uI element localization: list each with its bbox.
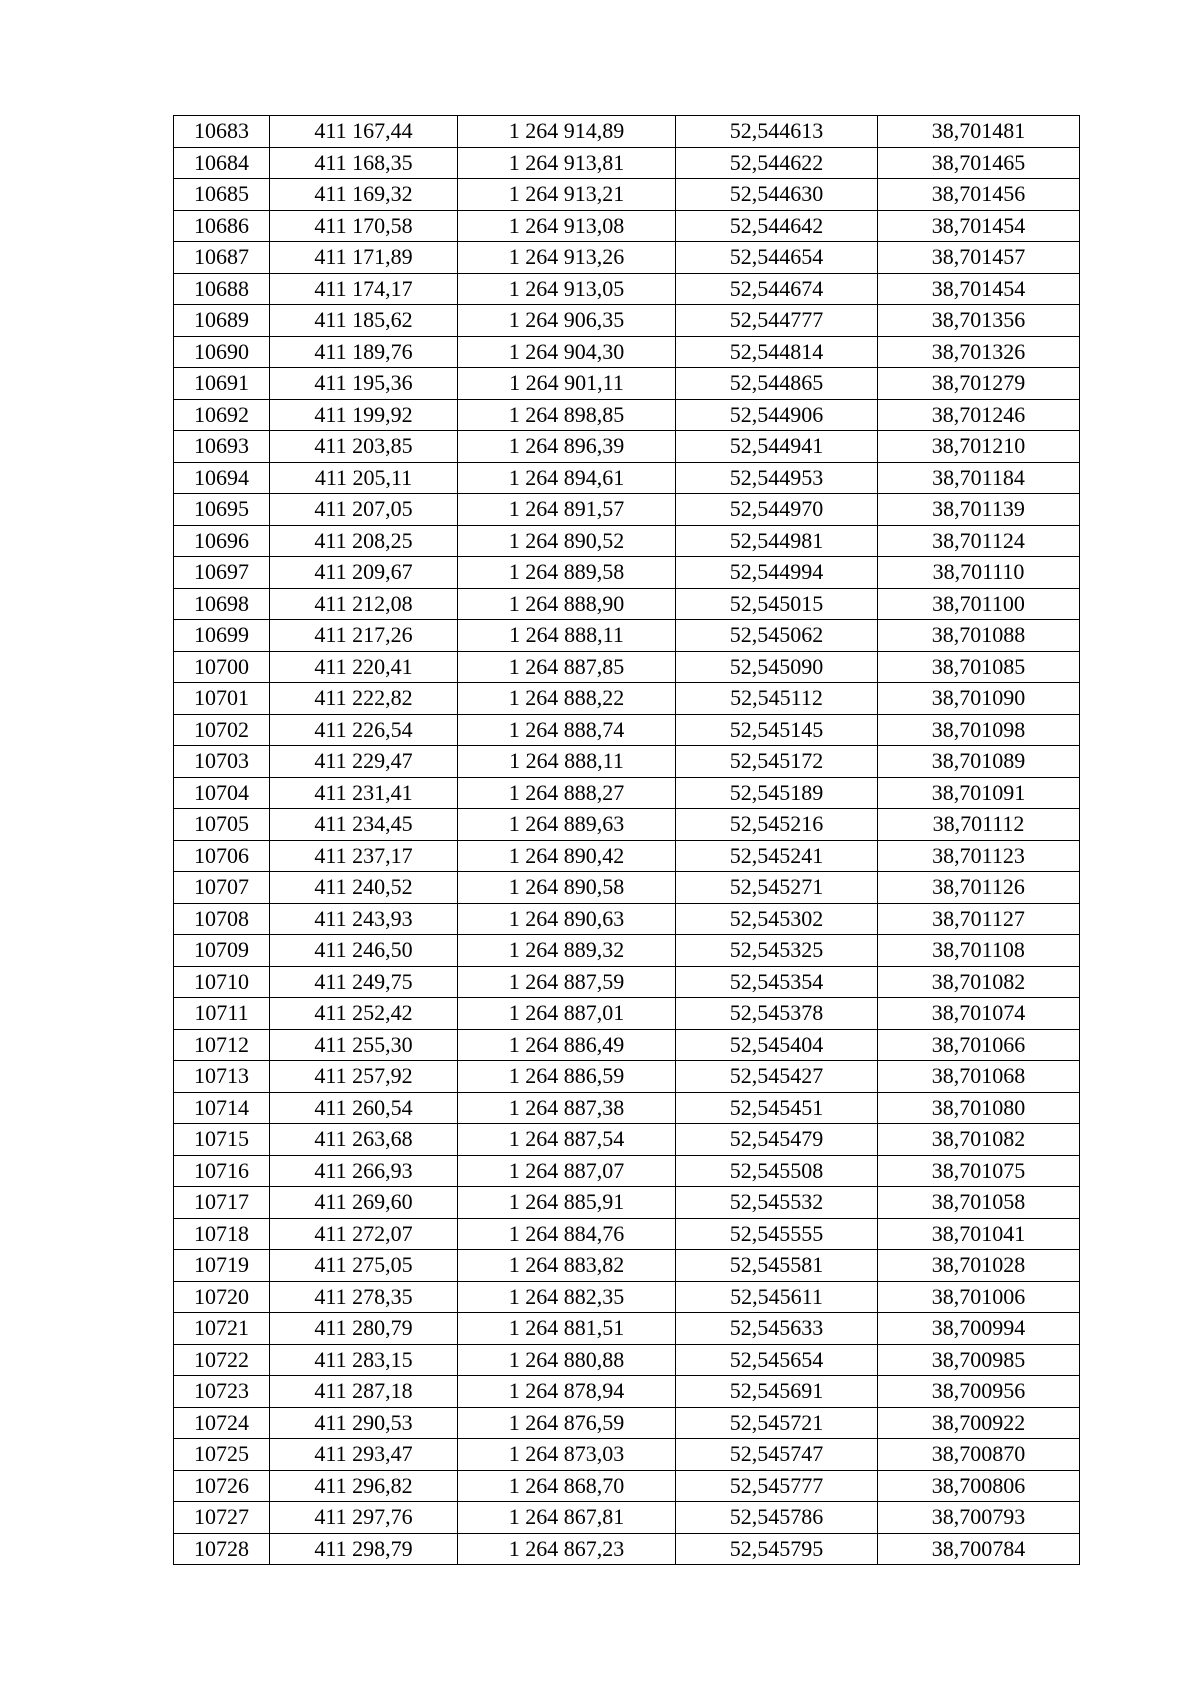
table-row <box>174 273 1080 305</box>
table-row <box>174 1502 1080 1534</box>
longitude-cell: 38,701075 <box>878 1155 1080 1187</box>
latitude-cell: 52,545325 <box>676 935 878 967</box>
x-coordinate-cell: 411 185,62 <box>270 305 458 337</box>
point-number-cell: 10689 <box>174 305 270 337</box>
point-number-cell: 10685 <box>174 179 270 211</box>
longitude-cell: 38,700784 <box>878 1533 1080 1565</box>
longitude-cell: 38,701123 <box>878 840 1080 872</box>
x-coordinate-cell: 411 283,15 <box>270 1344 458 1376</box>
point-number-cell: 10727 <box>174 1502 270 1534</box>
y-coordinate-cell: 1 264 883,82 <box>458 1250 676 1282</box>
latitude-cell: 52,545271 <box>676 872 878 904</box>
x-coordinate-cell: 411 263,68 <box>270 1124 458 1156</box>
longitude-cell: 38,701246 <box>878 399 1080 431</box>
point-number-cell: 10707 <box>174 872 270 904</box>
point-number-cell: 10708 <box>174 903 270 935</box>
y-coordinate-cell: 1 264 886,59 <box>458 1061 676 1093</box>
point-number-cell: 10684 <box>174 147 270 179</box>
point-number-cell: 10697 <box>174 557 270 589</box>
longitude-cell: 38,701456 <box>878 179 1080 211</box>
table-row <box>174 746 1080 778</box>
point-number-cell: 10722 <box>174 1344 270 1376</box>
y-coordinate-cell: 1 264 904,30 <box>458 336 676 368</box>
point-number-cell: 10713 <box>174 1061 270 1093</box>
latitude-cell: 52,544994 <box>676 557 878 589</box>
point-number-cell: 10695 <box>174 494 270 526</box>
table-row <box>174 557 1080 589</box>
point-number-cell: 10721 <box>174 1313 270 1345</box>
x-coordinate-cell: 411 168,35 <box>270 147 458 179</box>
x-coordinate-cell: 411 240,52 <box>270 872 458 904</box>
latitude-cell: 52,544777 <box>676 305 878 337</box>
point-number-cell: 10728 <box>174 1533 270 1565</box>
table-row <box>174 809 1080 841</box>
point-number-cell: 10710 <box>174 966 270 998</box>
y-coordinate-cell: 1 264 913,08 <box>458 210 676 242</box>
longitude-cell: 38,700956 <box>878 1376 1080 1408</box>
point-number-cell: 10706 <box>174 840 270 872</box>
longitude-cell: 38,700922 <box>878 1407 1080 1439</box>
table-row <box>174 1344 1080 1376</box>
coordinates-table <box>173 115 1080 1565</box>
x-coordinate-cell: 411 296,82 <box>270 1470 458 1502</box>
longitude-cell: 38,700793 <box>878 1502 1080 1534</box>
latitude-cell: 52,545691 <box>676 1376 878 1408</box>
y-coordinate-cell: 1 264 886,49 <box>458 1029 676 1061</box>
latitude-cell: 52,545611 <box>676 1281 878 1313</box>
longitude-cell: 38,701098 <box>878 714 1080 746</box>
table-row <box>174 1533 1080 1565</box>
longitude-cell: 38,700806 <box>878 1470 1080 1502</box>
x-coordinate-cell: 411 249,75 <box>270 966 458 998</box>
x-coordinate-cell: 411 170,58 <box>270 210 458 242</box>
y-coordinate-cell: 1 264 889,32 <box>458 935 676 967</box>
x-coordinate-cell: 411 217,26 <box>270 620 458 652</box>
x-coordinate-cell: 411 220,41 <box>270 651 458 683</box>
x-coordinate-cell: 411 207,05 <box>270 494 458 526</box>
y-coordinate-cell: 1 264 889,58 <box>458 557 676 589</box>
longitude-cell: 38,701066 <box>878 1029 1080 1061</box>
x-coordinate-cell: 411 189,76 <box>270 336 458 368</box>
x-coordinate-cell: 411 171,89 <box>270 242 458 274</box>
latitude-cell: 52,545581 <box>676 1250 878 1282</box>
latitude-cell: 52,545555 <box>676 1218 878 1250</box>
longitude-cell: 38,701126 <box>878 872 1080 904</box>
longitude-cell: 38,701481 <box>878 116 1080 148</box>
latitude-cell: 52,545633 <box>676 1313 878 1345</box>
point-number-cell: 10714 <box>174 1092 270 1124</box>
x-coordinate-cell: 411 203,85 <box>270 431 458 463</box>
y-coordinate-cell: 1 264 890,63 <box>458 903 676 935</box>
y-coordinate-cell: 1 264 888,11 <box>458 620 676 652</box>
point-number-cell: 10699 <box>174 620 270 652</box>
y-coordinate-cell: 1 264 901,11 <box>458 368 676 400</box>
table-row <box>174 1313 1080 1345</box>
latitude-cell: 52,544642 <box>676 210 878 242</box>
y-coordinate-cell: 1 264 887,01 <box>458 998 676 1030</box>
latitude-cell: 52,544630 <box>676 179 878 211</box>
x-coordinate-cell: 411 209,67 <box>270 557 458 589</box>
latitude-cell: 52,545532 <box>676 1187 878 1219</box>
table-row <box>174 998 1080 1030</box>
table-row <box>174 1124 1080 1156</box>
table-row <box>174 494 1080 526</box>
latitude-cell: 52,545112 <box>676 683 878 715</box>
latitude-cell: 52,545090 <box>676 651 878 683</box>
y-coordinate-cell: 1 264 882,35 <box>458 1281 676 1313</box>
latitude-cell: 52,545354 <box>676 966 878 998</box>
point-number-cell: 10696 <box>174 525 270 557</box>
point-number-cell: 10701 <box>174 683 270 715</box>
point-number-cell: 10687 <box>174 242 270 274</box>
longitude-cell: 38,701454 <box>878 210 1080 242</box>
y-coordinate-cell: 1 264 868,70 <box>458 1470 676 1502</box>
point-number-cell: 10717 <box>174 1187 270 1219</box>
y-coordinate-cell: 1 264 867,81 <box>458 1502 676 1534</box>
point-number-cell: 10705 <box>174 809 270 841</box>
longitude-cell: 38,701454 <box>878 273 1080 305</box>
longitude-cell: 38,701090 <box>878 683 1080 715</box>
y-coordinate-cell: 1 264 887,85 <box>458 651 676 683</box>
x-coordinate-cell: 411 212,08 <box>270 588 458 620</box>
x-coordinate-cell: 411 234,45 <box>270 809 458 841</box>
point-number-cell: 10712 <box>174 1029 270 1061</box>
table-row <box>174 525 1080 557</box>
table-row <box>174 147 1080 179</box>
x-coordinate-cell: 411 246,50 <box>270 935 458 967</box>
y-coordinate-cell: 1 264 876,59 <box>458 1407 676 1439</box>
x-coordinate-cell: 411 229,47 <box>270 746 458 778</box>
point-number-cell: 10709 <box>174 935 270 967</box>
table-row <box>174 620 1080 652</box>
latitude-cell: 52,545302 <box>676 903 878 935</box>
table-row <box>174 399 1080 431</box>
longitude-cell: 38,701112 <box>878 809 1080 841</box>
x-coordinate-cell: 411 243,93 <box>270 903 458 935</box>
point-number-cell: 10702 <box>174 714 270 746</box>
longitude-cell: 38,701184 <box>878 462 1080 494</box>
latitude-cell: 52,545508 <box>676 1155 878 1187</box>
table-row <box>174 1218 1080 1250</box>
x-coordinate-cell: 411 231,41 <box>270 777 458 809</box>
x-coordinate-cell: 411 195,36 <box>270 368 458 400</box>
latitude-cell: 52,545404 <box>676 1029 878 1061</box>
table-row <box>174 368 1080 400</box>
x-coordinate-cell: 411 222,82 <box>270 683 458 715</box>
y-coordinate-cell: 1 264 878,94 <box>458 1376 676 1408</box>
table-row <box>174 1061 1080 1093</box>
table-row <box>174 651 1080 683</box>
longitude-cell: 38,700870 <box>878 1439 1080 1471</box>
point-number-cell: 10693 <box>174 431 270 463</box>
y-coordinate-cell: 1 264 894,61 <box>458 462 676 494</box>
latitude-cell: 52,544981 <box>676 525 878 557</box>
latitude-cell: 52,544970 <box>676 494 878 526</box>
latitude-cell: 52,545189 <box>676 777 878 809</box>
x-coordinate-cell: 411 205,11 <box>270 462 458 494</box>
longitude-cell: 38,701080 <box>878 1092 1080 1124</box>
x-coordinate-cell: 411 252,42 <box>270 998 458 1030</box>
point-number-cell: 10716 <box>174 1155 270 1187</box>
x-coordinate-cell: 411 199,92 <box>270 399 458 431</box>
table-row <box>174 210 1080 242</box>
y-coordinate-cell: 1 264 888,27 <box>458 777 676 809</box>
table-row <box>174 1155 1080 1187</box>
y-coordinate-cell: 1 264 913,81 <box>458 147 676 179</box>
y-coordinate-cell: 1 264 885,91 <box>458 1187 676 1219</box>
latitude-cell: 52,545145 <box>676 714 878 746</box>
latitude-cell: 52,545241 <box>676 840 878 872</box>
point-number-cell: 10688 <box>174 273 270 305</box>
table-row <box>174 1250 1080 1282</box>
longitude-cell: 38,701082 <box>878 1124 1080 1156</box>
x-coordinate-cell: 411 257,92 <box>270 1061 458 1093</box>
table-row <box>174 714 1080 746</box>
x-coordinate-cell: 411 293,47 <box>270 1439 458 1471</box>
latitude-cell: 52,545172 <box>676 746 878 778</box>
x-coordinate-cell: 411 272,07 <box>270 1218 458 1250</box>
point-number-cell: 10692 <box>174 399 270 431</box>
latitude-cell: 52,545062 <box>676 620 878 652</box>
x-coordinate-cell: 411 297,76 <box>270 1502 458 1534</box>
x-coordinate-cell: 411 226,54 <box>270 714 458 746</box>
table-row <box>174 336 1080 368</box>
table-row <box>174 872 1080 904</box>
latitude-cell: 52,544654 <box>676 242 878 274</box>
table-row <box>174 966 1080 998</box>
latitude-cell: 52,544613 <box>676 116 878 148</box>
latitude-cell: 52,545015 <box>676 588 878 620</box>
x-coordinate-cell: 411 280,79 <box>270 1313 458 1345</box>
table-row <box>174 116 1080 148</box>
y-coordinate-cell: 1 264 881,51 <box>458 1313 676 1345</box>
table-row <box>174 1281 1080 1313</box>
y-coordinate-cell: 1 264 913,26 <box>458 242 676 274</box>
table-row <box>174 179 1080 211</box>
table-row <box>174 1187 1080 1219</box>
latitude-cell: 52,544674 <box>676 273 878 305</box>
table-row <box>174 242 1080 274</box>
y-coordinate-cell: 1 264 887,38 <box>458 1092 676 1124</box>
point-number-cell: 10698 <box>174 588 270 620</box>
x-coordinate-cell: 411 255,30 <box>270 1029 458 1061</box>
longitude-cell: 38,700985 <box>878 1344 1080 1376</box>
y-coordinate-cell: 1 264 890,58 <box>458 872 676 904</box>
latitude-cell: 52,544953 <box>676 462 878 494</box>
y-coordinate-cell: 1 264 889,63 <box>458 809 676 841</box>
x-coordinate-cell: 411 237,17 <box>270 840 458 872</box>
latitude-cell: 52,545786 <box>676 1502 878 1534</box>
longitude-cell: 38,701124 <box>878 525 1080 557</box>
y-coordinate-cell: 1 264 913,05 <box>458 273 676 305</box>
x-coordinate-cell: 411 208,25 <box>270 525 458 557</box>
latitude-cell: 52,545747 <box>676 1439 878 1471</box>
x-coordinate-cell: 411 169,32 <box>270 179 458 211</box>
point-number-cell: 10719 <box>174 1250 270 1282</box>
point-number-cell: 10700 <box>174 651 270 683</box>
point-number-cell: 10720 <box>174 1281 270 1313</box>
x-coordinate-cell: 411 275,05 <box>270 1250 458 1282</box>
table-row <box>174 777 1080 809</box>
y-coordinate-cell: 1 264 906,35 <box>458 305 676 337</box>
point-number-cell: 10718 <box>174 1218 270 1250</box>
latitude-cell: 52,545479 <box>676 1124 878 1156</box>
y-coordinate-cell: 1 264 888,74 <box>458 714 676 746</box>
table-row <box>174 1029 1080 1061</box>
x-coordinate-cell: 411 290,53 <box>270 1407 458 1439</box>
table-row <box>174 1470 1080 1502</box>
longitude-cell: 38,701041 <box>878 1218 1080 1250</box>
latitude-cell: 52,545721 <box>676 1407 878 1439</box>
y-coordinate-cell: 1 264 913,21 <box>458 179 676 211</box>
latitude-cell: 52,544906 <box>676 399 878 431</box>
table-row <box>174 588 1080 620</box>
latitude-cell: 52,545427 <box>676 1061 878 1093</box>
longitude-cell: 38,701127 <box>878 903 1080 935</box>
y-coordinate-cell: 1 264 887,07 <box>458 1155 676 1187</box>
y-coordinate-cell: 1 264 884,76 <box>458 1218 676 1250</box>
latitude-cell: 52,545378 <box>676 998 878 1030</box>
y-coordinate-cell: 1 264 867,23 <box>458 1533 676 1565</box>
latitude-cell: 52,545654 <box>676 1344 878 1376</box>
table-row <box>174 903 1080 935</box>
y-coordinate-cell: 1 264 891,57 <box>458 494 676 526</box>
longitude-cell: 38,701465 <box>878 147 1080 179</box>
longitude-cell: 38,701279 <box>878 368 1080 400</box>
point-number-cell: 10723 <box>174 1376 270 1408</box>
latitude-cell: 52,545777 <box>676 1470 878 1502</box>
table-row <box>174 840 1080 872</box>
longitude-cell: 38,701082 <box>878 966 1080 998</box>
point-number-cell: 10726 <box>174 1470 270 1502</box>
longitude-cell: 38,700994 <box>878 1313 1080 1345</box>
table-row <box>174 1439 1080 1471</box>
point-number-cell: 10683 <box>174 116 270 148</box>
y-coordinate-cell: 1 264 880,88 <box>458 1344 676 1376</box>
y-coordinate-cell: 1 264 914,89 <box>458 116 676 148</box>
y-coordinate-cell: 1 264 887,54 <box>458 1124 676 1156</box>
longitude-cell: 38,701326 <box>878 336 1080 368</box>
x-coordinate-cell: 411 287,18 <box>270 1376 458 1408</box>
longitude-cell: 38,701457 <box>878 242 1080 274</box>
table-row <box>174 1407 1080 1439</box>
table-row <box>174 935 1080 967</box>
latitude-cell: 52,544622 <box>676 147 878 179</box>
longitude-cell: 38,701110 <box>878 557 1080 589</box>
point-number-cell: 10690 <box>174 336 270 368</box>
longitude-cell: 38,701091 <box>878 777 1080 809</box>
table-row <box>174 462 1080 494</box>
point-number-cell: 10715 <box>174 1124 270 1156</box>
longitude-cell: 38,701088 <box>878 620 1080 652</box>
longitude-cell: 38,701139 <box>878 494 1080 526</box>
point-number-cell: 10691 <box>174 368 270 400</box>
point-number-cell: 10725 <box>174 1439 270 1471</box>
point-number-cell: 10704 <box>174 777 270 809</box>
y-coordinate-cell: 1 264 873,03 <box>458 1439 676 1471</box>
latitude-cell: 52,545795 <box>676 1533 878 1565</box>
y-coordinate-cell: 1 264 890,52 <box>458 525 676 557</box>
longitude-cell: 38,701068 <box>878 1061 1080 1093</box>
point-number-cell: 10694 <box>174 462 270 494</box>
longitude-cell: 38,701074 <box>878 998 1080 1030</box>
x-coordinate-cell: 411 269,60 <box>270 1187 458 1219</box>
x-coordinate-cell: 411 278,35 <box>270 1281 458 1313</box>
x-coordinate-cell: 411 167,44 <box>270 116 458 148</box>
latitude-cell: 52,544941 <box>676 431 878 463</box>
point-number-cell: 10686 <box>174 210 270 242</box>
longitude-cell: 38,701006 <box>878 1281 1080 1313</box>
y-coordinate-cell: 1 264 898,85 <box>458 399 676 431</box>
latitude-cell: 52,545451 <box>676 1092 878 1124</box>
longitude-cell: 38,701210 <box>878 431 1080 463</box>
latitude-cell: 52,545216 <box>676 809 878 841</box>
longitude-cell: 38,701085 <box>878 651 1080 683</box>
y-coordinate-cell: 1 264 888,22 <box>458 683 676 715</box>
longitude-cell: 38,701089 <box>878 746 1080 778</box>
table-row <box>174 1092 1080 1124</box>
y-coordinate-cell: 1 264 890,42 <box>458 840 676 872</box>
table-row <box>174 1376 1080 1408</box>
longitude-cell: 38,701356 <box>878 305 1080 337</box>
y-coordinate-cell: 1 264 896,39 <box>458 431 676 463</box>
table-row <box>174 683 1080 715</box>
longitude-cell: 38,701028 <box>878 1250 1080 1282</box>
x-coordinate-cell: 411 260,54 <box>270 1092 458 1124</box>
longitude-cell: 38,701108 <box>878 935 1080 967</box>
x-coordinate-cell: 411 174,17 <box>270 273 458 305</box>
longitude-cell: 38,701100 <box>878 588 1080 620</box>
point-number-cell: 10703 <box>174 746 270 778</box>
table-row <box>174 431 1080 463</box>
longitude-cell: 38,701058 <box>878 1187 1080 1219</box>
x-coordinate-cell: 411 298,79 <box>270 1533 458 1565</box>
point-number-cell: 10711 <box>174 998 270 1030</box>
y-coordinate-cell: 1 264 888,11 <box>458 746 676 778</box>
point-number-cell: 10724 <box>174 1407 270 1439</box>
table-row <box>174 305 1080 337</box>
x-coordinate-cell: 411 266,93 <box>270 1155 458 1187</box>
coordinates-table-body <box>174 116 1080 1565</box>
latitude-cell: 52,544814 <box>676 336 878 368</box>
latitude-cell: 52,544865 <box>676 368 878 400</box>
y-coordinate-cell: 1 264 888,90 <box>458 588 676 620</box>
y-coordinate-cell: 1 264 887,59 <box>458 966 676 998</box>
